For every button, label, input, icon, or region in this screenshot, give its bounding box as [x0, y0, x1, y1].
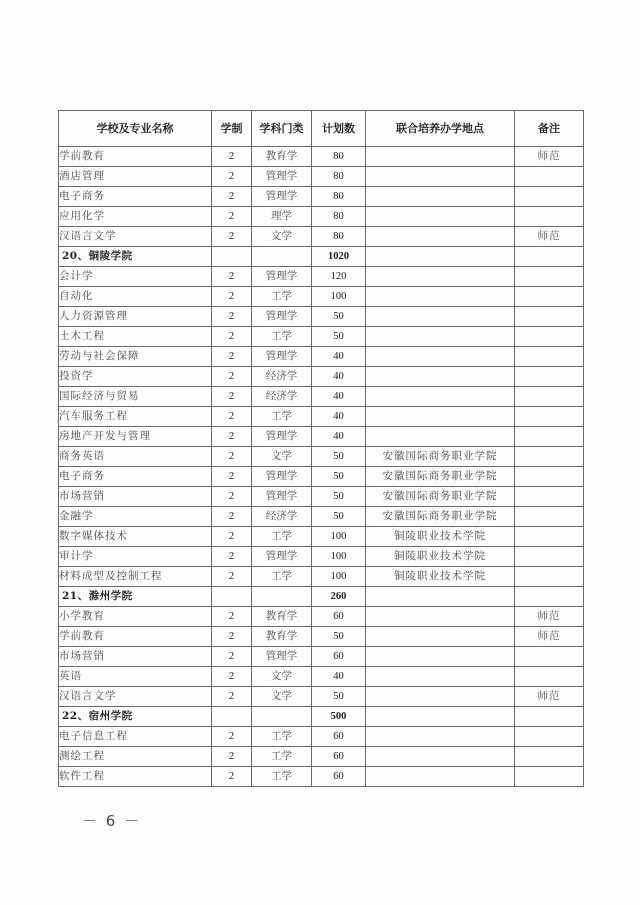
cell-category: 管理学 — [252, 267, 312, 287]
table-row — [59, 147, 584, 167]
cell-note — [515, 707, 584, 727]
cell-plan-count: 100 — [312, 547, 366, 567]
cell-category: 文学 — [252, 667, 312, 687]
cell-note — [515, 307, 584, 327]
cell-note — [515, 407, 584, 427]
cell-joint-location: 安徽国际商务职业学院 — [366, 487, 515, 507]
cell-category — [252, 707, 312, 727]
cell-plan-count: 50 — [312, 627, 366, 647]
cell-note — [515, 207, 584, 227]
table-row — [59, 647, 584, 667]
cell-joint-location — [366, 307, 515, 327]
cell-name: 土木工程 — [59, 327, 212, 347]
cell-years — [212, 707, 252, 727]
cell-joint-location — [366, 647, 515, 667]
table-row — [59, 567, 584, 587]
table-header-row — [59, 111, 584, 147]
cell-joint-location — [366, 407, 515, 427]
table-row — [59, 487, 584, 507]
cell-plan-count: 60 — [312, 647, 366, 667]
cell-years: 2 — [212, 567, 252, 587]
table-row — [59, 267, 584, 287]
cell-plan-count: 40 — [312, 427, 366, 447]
cell-joint-location — [366, 327, 515, 347]
cell-name: 英语 — [59, 667, 212, 687]
cell-plan-count: 100 — [312, 287, 366, 307]
cell-note — [515, 327, 584, 347]
table-row — [59, 207, 584, 227]
cell-joint-location — [366, 687, 515, 707]
cell-note — [515, 767, 584, 787]
cell-years: 2 — [212, 367, 252, 387]
table-row — [59, 527, 584, 547]
cell-category: 工学 — [252, 407, 312, 427]
cell-years: 2 — [212, 507, 252, 527]
cell-years: 2 — [212, 687, 252, 707]
cell-note — [515, 347, 584, 367]
cell-name: 酒店管理 — [59, 167, 212, 187]
cell-joint-location — [366, 247, 515, 267]
table-row — [59, 387, 584, 407]
table-row — [59, 227, 584, 247]
table-row — [59, 447, 584, 467]
header-plan-count: 计划数 — [312, 111, 366, 147]
cell-note — [515, 747, 584, 767]
school-section-row — [59, 587, 584, 607]
cell-name: 材料成型及控制工程 — [59, 567, 212, 587]
cell-joint-location — [366, 287, 515, 307]
cell-name: 测绘工程 — [59, 747, 212, 767]
cell-note — [515, 287, 584, 307]
cell-years: 2 — [212, 487, 252, 507]
cell-joint-location — [366, 607, 515, 627]
cell-note — [515, 667, 584, 687]
cell-category: 经济学 — [252, 367, 312, 387]
cell-note: 师范 — [515, 627, 584, 647]
cell-category: 管理学 — [252, 487, 312, 507]
cell-note: 师范 — [515, 227, 584, 247]
cell-years — [212, 587, 252, 607]
cell-years: 2 — [212, 407, 252, 427]
cell-joint-location — [366, 627, 515, 647]
cell-years: 2 — [212, 767, 252, 787]
cell-years: 2 — [212, 647, 252, 667]
cell-plan-count: 50 — [312, 487, 366, 507]
school-section-row — [59, 247, 584, 267]
cell-years: 2 — [212, 727, 252, 747]
cell-plan-count: 40 — [312, 367, 366, 387]
cell-name: 软件工程 — [59, 767, 212, 787]
cell-years: 2 — [212, 467, 252, 487]
cell-years: 2 — [212, 147, 252, 167]
cell-category: 理学 — [252, 207, 312, 227]
cell-years: 2 — [212, 527, 252, 547]
cell-name: 国际经济与贸易 — [59, 387, 212, 407]
cell-note — [515, 167, 584, 187]
cell-plan-count: 50 — [312, 327, 366, 347]
cell-category: 工学 — [252, 747, 312, 767]
cell-plan-count: 50 — [312, 467, 366, 487]
cell-years: 2 — [212, 267, 252, 287]
cell-joint-location — [366, 167, 515, 187]
page-number: － 6 － — [82, 812, 142, 830]
cell-category: 管理学 — [252, 547, 312, 567]
cell-joint-location — [366, 667, 515, 687]
cell-category: 教育学 — [252, 147, 312, 167]
cell-category: 教育学 — [252, 627, 312, 647]
table-row — [59, 667, 584, 687]
cell-name: 电子商务 — [59, 467, 212, 487]
cell-plan-count: 80 — [312, 147, 366, 167]
cell-joint-location — [366, 267, 515, 287]
table-row — [59, 167, 584, 187]
cell-years: 2 — [212, 287, 252, 307]
cell-name: 电子信息工程 — [59, 727, 212, 747]
table-row — [59, 727, 584, 747]
cell-joint-location: 铜陵职业技术学院 — [366, 547, 515, 567]
cell-category: 经济学 — [252, 387, 312, 407]
cell-years: 2 — [212, 607, 252, 627]
cell-note: 师范 — [515, 687, 584, 707]
cell-name: 房地产开发与管理 — [59, 427, 212, 447]
table-row — [59, 347, 584, 367]
cell-plan-count: 80 — [312, 167, 366, 187]
cell-name: 应用化学 — [59, 207, 212, 227]
cell-category: 文学 — [252, 447, 312, 467]
cell-name: 审计学 — [59, 547, 212, 567]
table-row — [59, 367, 584, 387]
cell-plan-count: 1020 — [312, 247, 366, 267]
cell-category: 工学 — [252, 727, 312, 747]
table-row — [59, 507, 584, 527]
cell-joint-location: 安徽国际商务职业学院 — [366, 507, 515, 527]
cell-plan-count: 40 — [312, 347, 366, 367]
table-row — [59, 687, 584, 707]
cell-category: 文学 — [252, 687, 312, 707]
cell-name: 汉语言文学 — [59, 227, 212, 247]
cell-plan-count: 60 — [312, 607, 366, 627]
cell-years: 2 — [212, 627, 252, 647]
cell-years: 2 — [212, 667, 252, 687]
cell-category: 工学 — [252, 767, 312, 787]
table-row — [59, 307, 584, 327]
cell-years: 2 — [212, 387, 252, 407]
cell-plan-count: 40 — [312, 667, 366, 687]
cell-plan-count: 80 — [312, 227, 366, 247]
table-row — [59, 407, 584, 427]
cell-plan-count: 260 — [312, 587, 366, 607]
cell-note — [515, 367, 584, 387]
cell-joint-location — [366, 147, 515, 167]
cell-name: 汉语言文学 — [59, 687, 212, 707]
cell-name: 小学教育 — [59, 607, 212, 627]
cell-plan-count: 100 — [312, 567, 366, 587]
table-row — [59, 427, 584, 447]
cell-note — [515, 247, 584, 267]
enrollment-plan-table — [58, 110, 584, 787]
header-school-major: 学校及专业名称 — [59, 111, 212, 147]
table-row — [59, 607, 584, 627]
cell-name: 学前教育 — [59, 147, 212, 167]
header-years: 学制 — [212, 111, 252, 147]
cell-plan-count: 60 — [312, 747, 366, 767]
cell-name: 商务英语 — [59, 447, 212, 467]
table-row — [59, 547, 584, 567]
cell-plan-count: 50 — [312, 447, 366, 467]
cell-plan-count: 100 — [312, 527, 366, 547]
cell-category: 工学 — [252, 527, 312, 547]
cell-plan-count: 50 — [312, 507, 366, 527]
cell-name: 劳动与社会保障 — [59, 347, 212, 367]
cell-note — [515, 507, 584, 527]
cell-plan-count: 40 — [312, 407, 366, 427]
header-note: 备注 — [515, 111, 584, 147]
cell-name: 21、滁州学院 — [59, 587, 212, 607]
cell-joint-location: 铜陵职业技术学院 — [366, 567, 515, 587]
cell-plan-count: 500 — [312, 707, 366, 727]
cell-years: 2 — [212, 327, 252, 347]
cell-joint-location — [366, 707, 515, 727]
cell-note: 师范 — [515, 147, 584, 167]
cell-years: 2 — [212, 747, 252, 767]
cell-plan-count: 60 — [312, 727, 366, 747]
cell-name: 电子商务 — [59, 187, 212, 207]
cell-name: 自动化 — [59, 287, 212, 307]
cell-joint-location — [366, 227, 515, 247]
cell-joint-location: 安徽国际商务职业学院 — [366, 447, 515, 467]
cell-name: 22、宿州学院 — [59, 707, 212, 727]
cell-joint-location — [366, 187, 515, 207]
cell-joint-location — [366, 727, 515, 747]
cell-category: 管理学 — [252, 647, 312, 667]
cell-note — [515, 567, 584, 587]
cell-category — [252, 247, 312, 267]
cell-name: 金融学 — [59, 507, 212, 527]
cell-category: 教育学 — [252, 607, 312, 627]
cell-name: 投资学 — [59, 367, 212, 387]
cell-years: 2 — [212, 187, 252, 207]
cell-name: 市场营销 — [59, 487, 212, 507]
cell-name: 市场营销 — [59, 647, 212, 667]
cell-years: 2 — [212, 547, 252, 567]
table-row — [59, 327, 584, 347]
cell-joint-location: 安徽国际商务职业学院 — [366, 467, 515, 487]
cell-note — [515, 547, 584, 567]
cell-plan-count: 50 — [312, 307, 366, 327]
school-section-row — [59, 707, 584, 727]
cell-plan-count: 40 — [312, 387, 366, 407]
cell-note — [515, 447, 584, 467]
cell-note — [515, 387, 584, 407]
cell-category: 管理学 — [252, 167, 312, 187]
table-row — [59, 627, 584, 647]
cell-category: 管理学 — [252, 347, 312, 367]
table-row — [59, 467, 584, 487]
cell-joint-location — [366, 767, 515, 787]
cell-note — [515, 647, 584, 667]
cell-category: 经济学 — [252, 507, 312, 527]
cell-note: 师范 — [515, 607, 584, 627]
table-row — [59, 187, 584, 207]
cell-note — [515, 427, 584, 447]
cell-category: 文学 — [252, 227, 312, 247]
cell-category: 工学 — [252, 327, 312, 347]
cell-years — [212, 247, 252, 267]
cell-joint-location — [366, 587, 515, 607]
cell-note — [515, 267, 584, 287]
table-row — [59, 287, 584, 307]
table-row — [59, 767, 584, 787]
table-body — [59, 147, 584, 787]
cell-joint-location — [366, 427, 515, 447]
cell-years: 2 — [212, 167, 252, 187]
cell-note — [515, 587, 584, 607]
cell-plan-count: 50 — [312, 687, 366, 707]
cell-name: 20、铜陵学院 — [59, 247, 212, 267]
cell-note — [515, 727, 584, 747]
cell-years: 2 — [212, 447, 252, 467]
cell-note — [515, 187, 584, 207]
cell-years: 2 — [212, 207, 252, 227]
cell-years: 2 — [212, 307, 252, 327]
cell-joint-location: 铜陵职业技术学院 — [366, 527, 515, 547]
cell-category — [252, 587, 312, 607]
header-joint-location: 联合培养办学地点 — [366, 111, 515, 147]
cell-category: 管理学 — [252, 427, 312, 447]
cell-note — [515, 527, 584, 547]
cell-joint-location — [366, 747, 515, 767]
cell-joint-location — [366, 207, 515, 227]
cell-category: 工学 — [252, 287, 312, 307]
cell-name: 汽车服务工程 — [59, 407, 212, 427]
cell-joint-location — [366, 347, 515, 367]
cell-plan-count: 80 — [312, 207, 366, 227]
cell-plan-count: 80 — [312, 187, 366, 207]
cell-name: 学前教育 — [59, 627, 212, 647]
cell-name: 数字媒体技术 — [59, 527, 212, 547]
cell-years: 2 — [212, 347, 252, 367]
cell-years: 2 — [212, 427, 252, 447]
table-row — [59, 747, 584, 767]
cell-name: 会计学 — [59, 267, 212, 287]
cell-category: 工学 — [252, 567, 312, 587]
cell-name: 人力资源管理 — [59, 307, 212, 327]
cell-category: 管理学 — [252, 187, 312, 207]
cell-note — [515, 487, 584, 507]
cell-plan-count: 60 — [312, 767, 366, 787]
cell-category: 管理学 — [252, 467, 312, 487]
cell-category: 管理学 — [252, 307, 312, 327]
header-category: 学科门类 — [252, 111, 312, 147]
cell-joint-location — [366, 367, 515, 387]
cell-plan-count: 120 — [312, 267, 366, 287]
cell-note — [515, 467, 584, 487]
cell-years: 2 — [212, 227, 252, 247]
cell-joint-location — [366, 387, 515, 407]
